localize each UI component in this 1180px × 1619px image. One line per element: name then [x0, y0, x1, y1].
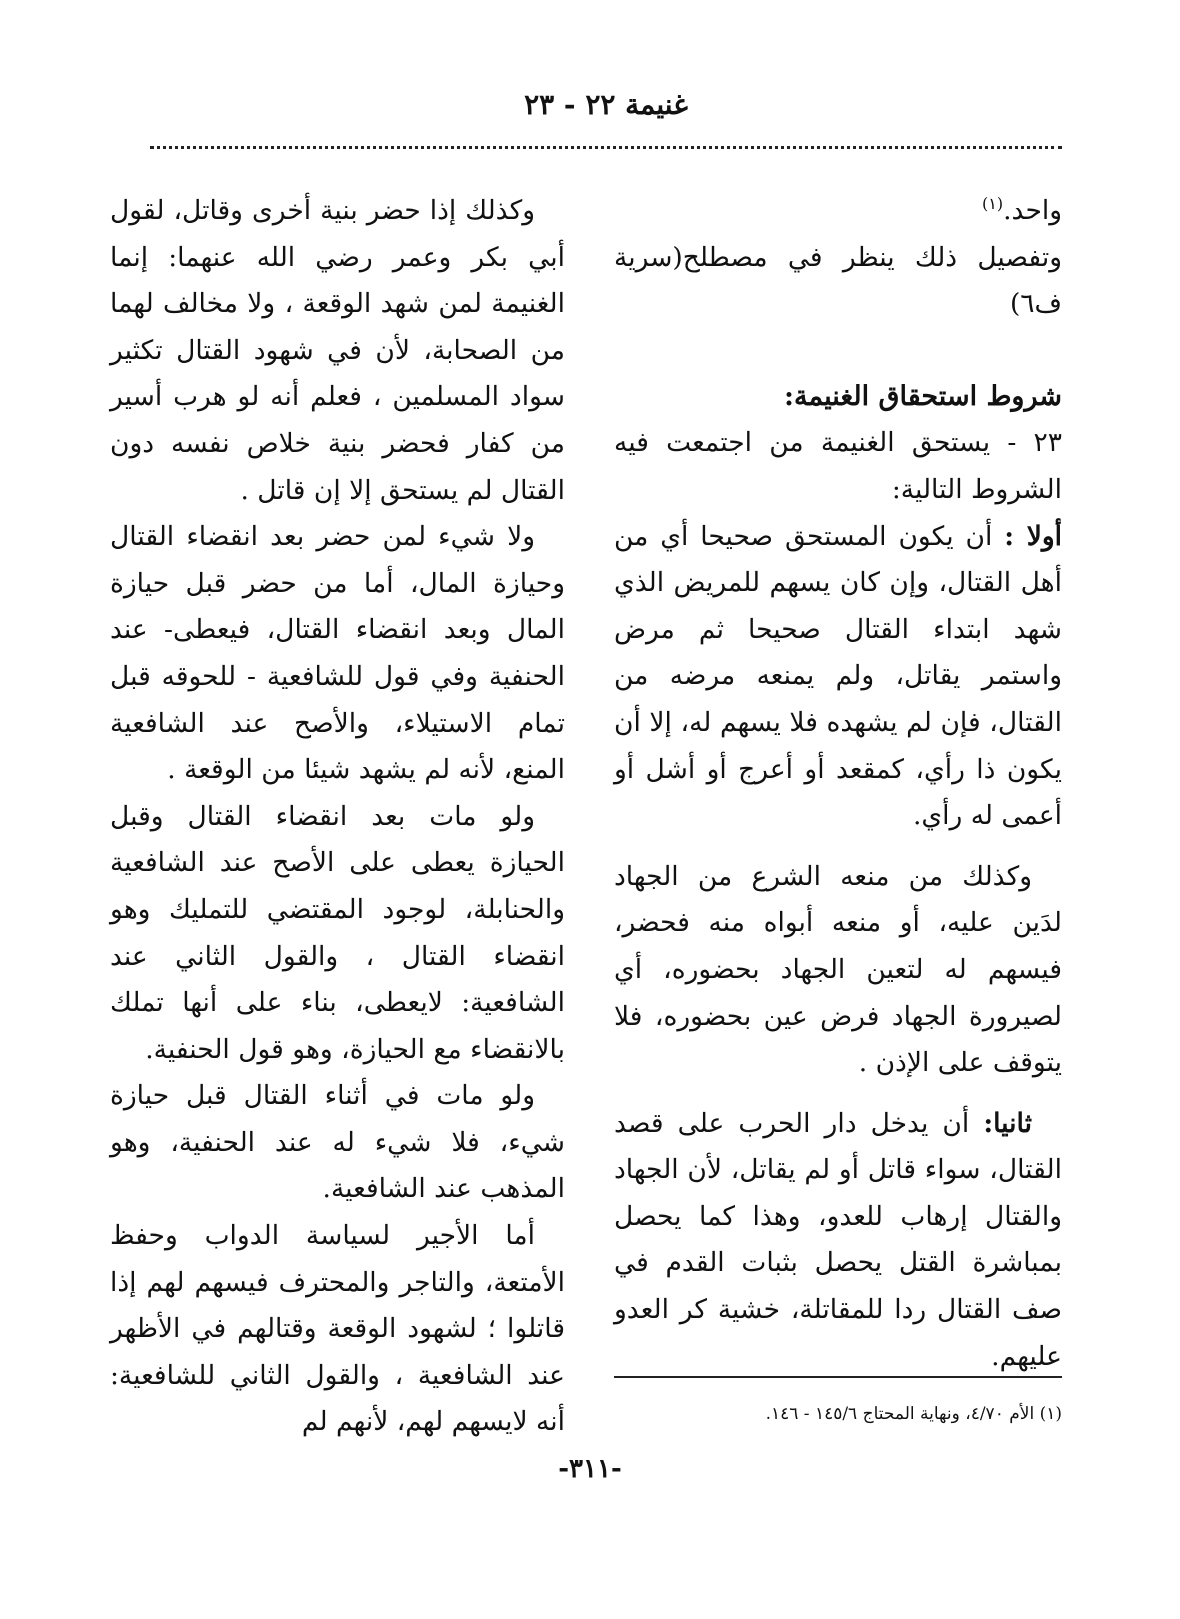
paragraph-left-3: ولو مات بعد انقضاء القتال وقبل الحيازة يعطى على الأصح عند الشافعية والحنابلة، لوجود المقتضي للتمليك وهو انقضاء القتال ، والقول الثاني عند الشافعية: لايعطى، بناء على أنها تملك بالانقضاء مع الحيازة، وهو قول الحنفية. [110, 800, 565, 1065]
left-column [110, 188, 565, 1446]
term-label: ثانيا: [983, 1107, 1032, 1139]
footnote-rule [614, 1376, 1062, 1378]
section-heading: شروط استحقاق الغنيمة: [784, 380, 1062, 412]
term-label: أولا : [1004, 520, 1062, 552]
paragraph-right-6 [614, 1101, 1062, 1381]
paragraph-right-4 [614, 514, 1062, 840]
paragraph-left-5: أما الأجير لسياسة الدواب وحفظ الأمتعة، والتاجر والمحترف فيسهم لهم إذا قاتلوا ؛ لشهود الوقعة وقتالهم في الأظهر عند الشافعية ، والقول الثاني للشافعية: أنه لايسهم لهم، لأنهم لم [110, 1220, 565, 1438]
footnote-reference: (١) [982, 194, 1004, 214]
paragraph-right-3: ٢٣ - يستحق الغنيمة من اجتمعت فيه الشروط التالية: [614, 427, 1062, 505]
spacer [614, 840, 1062, 854]
running-header: غنيمة ٢٢ - ٢٣ [524, 88, 688, 121]
paragraph-left-2: ولا شيء لمن حضر بعد انقضاء القتال وحيازة المال، أما من حضر قبل حيازة المال وبعد انقضاء القتال، فيعطى- عند الحنفية وفي قول للشافعية - للحوقه قبل تمام الاستيلاء، والأصح عند الشافعية المنع، لأنه لم يشهد شيئا من الوقعة . [110, 521, 565, 786]
spacer [614, 1087, 1062, 1101]
paragraph-left-4: ولو مات في أثناء القتال قبل حيازة شيء، فلا شيء له عند الحنفية، وهو المذهب عند الشافعية. [110, 1080, 565, 1205]
right-column [614, 188, 1062, 1380]
paragraph-right-5: وكذلك من منعه الشرع من الجهاد لدَين عليه، أو منعه أبواه منه فحضر، فيسهم له لتعين الجهاد بحضوره، أي لصيرورة الجهاد فرض عين بحضوره، فلا يتوقف على الإذن . [614, 860, 1062, 1079]
spacer [614, 328, 1062, 374]
page-number: -٣١١- [558, 1454, 622, 1484]
paragraph-right-2: وتفصيل ذلك ينظر في مصطلح(سرية ف٦) [614, 241, 1062, 320]
paragraph-right-1 [614, 188, 1062, 235]
header-dotted-rule [150, 146, 1062, 149]
paragraph-text: أن يدخل دار الحرب على قصد القتال، سواء قاتل أو لم يقاتل، لأن الجهاد والقتال إرهاب للعدو، وهذا كما يحصل بمباشرة القتل يحصل بثبات القدم في صف القتال ردا للمقاتلة، خشية كر العدو عليهم. [614, 1107, 1062, 1372]
paragraph-text: أن يكون المستحق صحيحا أي من أهل القتال، وإن كان يسهم للمريض الذي شهد ابتداء القتال صحيحا ثم مرض واستمر يقاتل، ولم يمنعه مرضه من القتال، فإن لم يشهده فلا يسهم له، إلا أن يكون ذا رأي، كمقعد أو أعرج أو أشل أو أعمى له رأي. [614, 520, 1062, 832]
footnote: (١) الأم ٤/٧٠، ونهاية المحتاج ١٤٥/٦ - ١٤٦. [765, 1404, 1062, 1424]
paragraph-left-1: وكذلك إذا حضر بنية أخرى وقاتل، لقول أبي بكر وعمر رضي الله عنهما: إنما الغنيمة لمن شهد الوقعة ، ولا مخالف لهما من الصحابة، لأن في شهود القتال تكثير سواد المسلمين ، فعلم أنه لو هرب أسير من كفار فحضر بنية خلاص نفسه دون القتال لم يستحق إلا إن قاتل . [110, 195, 565, 506]
paragraph-text: واحد. [1003, 195, 1062, 226]
